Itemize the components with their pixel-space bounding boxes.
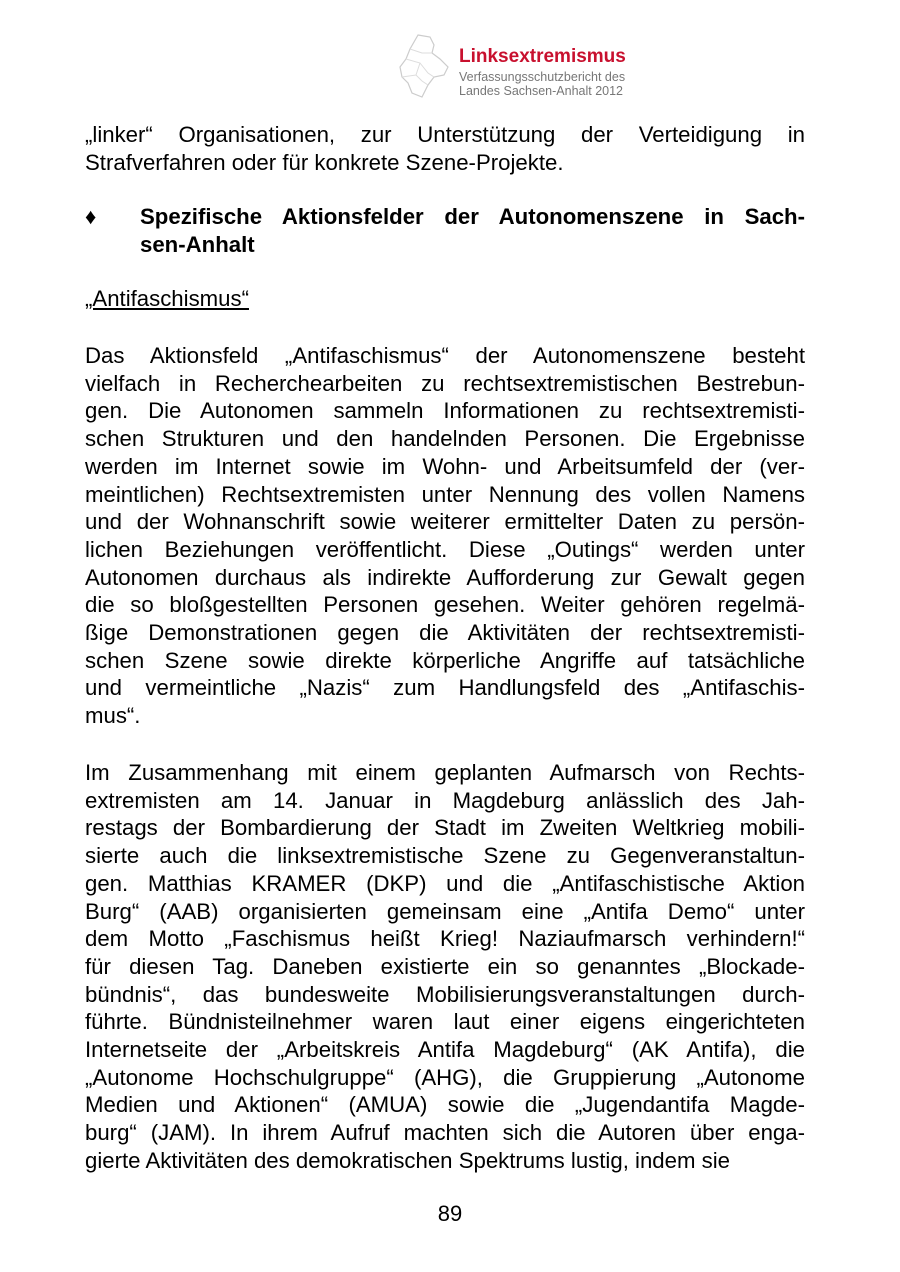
text-line: burg“ (JAM). In ihrem Aufruf machten sich die Autoren über enga-: [85, 1120, 805, 1146]
text-line: und der Wohnanschrift sowie weiterer ermittelter Daten zu persön-: [85, 509, 805, 535]
header-subtitle-line: Landes Sachsen-Anhalt 2012: [459, 84, 624, 98]
text-line: Burg“ (AAB) organisierten gemeinsam eine „Antifa Demo“ unter: [85, 898, 805, 924]
paragraph-magdeburg: [85, 759, 805, 1175]
text-line: mus“.: [85, 703, 141, 729]
text-line: „linker“ Organisationen, zur Unterstützung der Verteidigung in: [85, 122, 805, 147]
header-subtitle: [459, 70, 625, 98]
text-line: gierte Aktivitäten des demokratischen Spektrums lustig, indem sie: [85, 1147, 730, 1173]
text-line: lichen Beziehungen veröffentlicht. Diese „Outings“ werden unter: [85, 536, 805, 562]
text-line: meintlichen) Rechtsextremisten unter Nennung des vollen Namens: [85, 481, 805, 507]
text-line: extremisten am 14. Januar in Magdeburg anlässlich des Jah-: [85, 787, 805, 813]
text-line: Das Aktionsfeld „Antifaschismus“ der Autonomenszene besteht: [85, 343, 805, 368]
subheading: „Antifaschismus“: [85, 286, 249, 311]
header-title: Linksextremismus: [459, 46, 626, 67]
text-line: Strafverfahren oder für konkrete Szene-Projekte.: [85, 149, 564, 175]
page-number: 89: [437, 1201, 463, 1226]
text-line: für diesen Tag. Daneben existierte ein so genanntes „Blockade-: [85, 953, 805, 979]
text-line: gen. Matthias KRAMER (DKP) und die „Antifaschistische Aktion: [85, 870, 805, 896]
text-line: ßige Demonstrationen gegen die Aktivitäten der rechtsextremisti-: [85, 620, 805, 646]
text-line: gen. Die Autonomen sammeln Informationen zu rechtsextremisti-: [85, 398, 805, 424]
text-line: Im Zusammenhang mit einem geplanten Aufmarsch von Rechts-: [85, 760, 805, 785]
diamond-bullet-icon: ♦: [85, 204, 97, 229]
text-line: Internetseite der „Arbeitskreis Antifa Magdeburg“ (AK Antifa), die: [85, 1037, 805, 1063]
text-line: Autonomen durchaus als indirekte Aufforderung zur Gewalt gegen: [85, 564, 805, 590]
text-line: sierte auch die linksextremistische Szene zu Gegenveranstaltun-: [85, 843, 805, 869]
text-line: die so bloßgestellten Personen gesehen. Weiter gehören regelmä-: [85, 592, 805, 618]
text-line: und vermeintliche „Nazis“ zum Handlungsfeld des „Antifaschis-: [85, 675, 805, 701]
intro-paragraph: [85, 121, 805, 176]
sachsen-anhalt-map-icon: [398, 33, 453, 99]
text-line: vielfach in Recherchearbeiten zu rechtsextremistischen Bestrebun-: [85, 370, 805, 396]
text-line: werden im Internet sowie im Wohn- und Arbeitsumfeld der (ver-: [85, 453, 805, 479]
text-line: „Autonome Hochschulgruppe“ (AHG), die Gruppierung „Autonome: [85, 1064, 805, 1090]
heading-line: sen-Anhalt: [140, 231, 255, 257]
text-line: schen Strukturen und den handelnden Personen. Die Ergebnisse: [85, 426, 805, 452]
text-line: restags der Bombardierung der Stadt im Zweiten Weltkrieg mobili-: [85, 815, 805, 841]
text-line: dem Motto „Faschismus heißt Krieg! Naziaufmarsch verhindern!“: [85, 926, 805, 952]
text-line: schen Szene sowie direkte körperliche Angriffe auf tatsächliche: [85, 647, 805, 673]
text-line: führte. Bündnisteilnehmer waren laut einer eigens eingerichteten: [85, 1009, 805, 1035]
paragraph-antifaschismus: [85, 342, 805, 730]
text-line: Medien und Aktionen“ (AMUA) sowie die „Jugendantifa Magde-: [85, 1092, 805, 1118]
text-line: bündnis“, das bundesweite Mobilisierungsveranstaltungen durch-: [85, 981, 805, 1007]
heading-line: Spezifische Aktionsfelder der Autonomenszene in Sach-: [140, 204, 805, 229]
header-subtitle-line: Verfassungsschutzbericht des: [459, 70, 626, 84]
